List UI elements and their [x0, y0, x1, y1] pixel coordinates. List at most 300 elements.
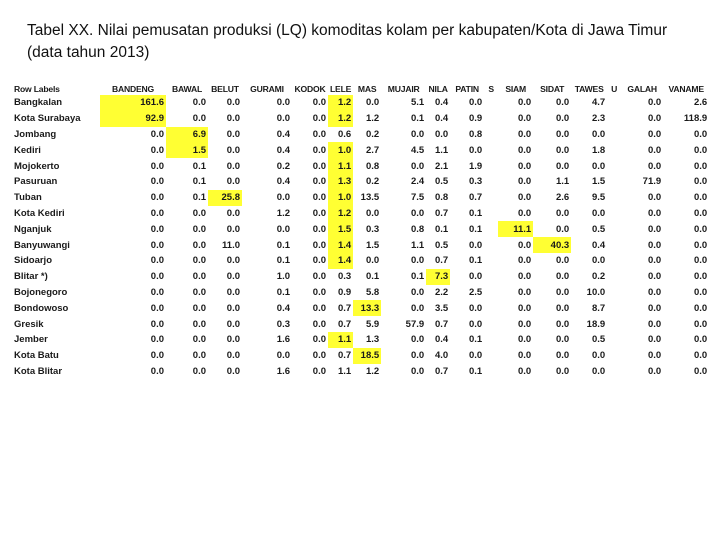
table-row [12, 285, 709, 301]
table-cell: 5.9 [365, 318, 380, 330]
table-cell: 0.0 [312, 97, 326, 109]
table-cell: 0.0 [226, 334, 240, 346]
table-cell: 0.0 [312, 334, 326, 346]
table-cell: 0.0 [591, 207, 606, 219]
table-cell: 0.0 [312, 223, 326, 235]
table-cell: 71.9 [642, 176, 662, 188]
row-label: Kota Batu [14, 350, 59, 362]
table-cell: 0.0 [517, 144, 532, 156]
table-row [12, 221, 709, 237]
table-cell: 0.2 [365, 176, 380, 188]
row-label: Bangkalan [14, 97, 63, 109]
table-cell: 0.1 [468, 207, 483, 219]
table-cell: 0.0 [693, 318, 708, 330]
table-cell: 2.4 [410, 176, 425, 188]
table-cell [484, 127, 498, 143]
table-cell: 0.0 [693, 350, 708, 362]
table-cell: 0.5 [591, 223, 606, 235]
table-cell: 0.1 [468, 334, 483, 346]
table-cell: 0.0 [555, 271, 570, 283]
table-cell: 0.0 [647, 350, 662, 362]
table-cell: 0.0 [312, 128, 326, 140]
table-cell: 0.4 [276, 144, 290, 156]
table-cell [607, 190, 621, 206]
row-label: Bojonegoro [14, 286, 68, 298]
table-cell: 0.0 [555, 318, 570, 330]
table-cell: 1.6 [276, 334, 290, 346]
table-cell: 0.0 [312, 271, 326, 283]
table-cell [607, 348, 621, 364]
table-cell: 0.0 [591, 350, 606, 362]
table-cell: 0.1 [276, 239, 290, 251]
table-cell: 0.0 [468, 239, 483, 251]
table-cell: 18.9 [586, 318, 606, 330]
table-cell: 7.3 [426, 269, 450, 285]
table-cell [484, 158, 498, 174]
table-cell: 0.0 [693, 239, 708, 251]
table-cell [607, 158, 621, 174]
table-cell: 0.2 [591, 271, 606, 283]
table-cell: 0.0 [517, 318, 532, 330]
table-cell: 0.7 [337, 350, 352, 362]
table-cell: 0.0 [192, 318, 206, 330]
table-cell: 0.0 [555, 97, 570, 109]
table-cell: 0.0 [693, 271, 708, 283]
table-cell: 0.0 [517, 334, 532, 346]
table-cell: 0.0 [517, 365, 532, 377]
table-cell: 0.0 [312, 144, 326, 156]
table-cell: 0.0 [150, 318, 164, 330]
table-row [12, 111, 709, 127]
table-cell: 0.0 [517, 255, 532, 267]
table-cell: 0.7 [434, 207, 449, 219]
title-line-2: (data tahun 2013) [27, 44, 150, 61]
table-cell [484, 190, 498, 206]
column-header: BANDENG [111, 83, 155, 94]
table-row [12, 269, 709, 285]
table-cell: 0.0 [410, 350, 425, 362]
table-cell: 0.3 [337, 271, 352, 283]
table-cell: 0.0 [276, 350, 290, 362]
table-cell: 0.0 [226, 207, 240, 219]
table-cell: 0.0 [226, 160, 240, 172]
table-cell: 0.0 [517, 286, 532, 298]
column-header: GALAH [627, 83, 657, 94]
table-cell: 0.5 [434, 239, 449, 251]
table-cell: 0.0 [226, 144, 240, 156]
table-cell: 161.6 [100, 95, 166, 111]
table-cell [484, 95, 498, 111]
table-cell: 0.0 [555, 255, 570, 267]
table-cell: 0.0 [192, 97, 206, 109]
table-cell: 0.7 [468, 192, 483, 204]
table-cell: 0.1 [192, 176, 206, 188]
table-cell: 0.0 [555, 207, 570, 219]
table-cell: 0.0 [517, 97, 532, 109]
table-cell: 0.0 [591, 128, 606, 140]
table-cell: 0.0 [226, 128, 240, 140]
table-cell: 0.0 [150, 144, 164, 156]
table-cell: 0.0 [647, 286, 662, 298]
table-row [12, 142, 709, 158]
table-cell [484, 364, 498, 380]
table-cell: 0.0 [555, 302, 570, 314]
table-cell: 0.0 [410, 334, 425, 346]
column-header: BELUT [211, 83, 239, 94]
table-cell: 0.0 [192, 255, 206, 267]
table-cell: 0.8 [468, 128, 483, 140]
table-cell: 0.4 [276, 302, 290, 314]
table-cell: 0.0 [647, 318, 662, 330]
table-cell: 0.0 [410, 302, 425, 314]
table-cell: 0.0 [150, 255, 164, 267]
table-cell: 0.0 [150, 223, 164, 235]
table-cell: 0.0 [647, 207, 662, 219]
table-cell: 0.1 [192, 160, 206, 172]
table-cell: 0.0 [276, 113, 290, 125]
table-cell: 2.6 [555, 192, 570, 204]
table-row [12, 206, 709, 222]
table-cell [607, 285, 621, 301]
table-cell: 0.0 [647, 97, 662, 109]
table-cell: 0.0 [555, 223, 570, 235]
table-cell: 0.0 [312, 302, 326, 314]
table-cell: 0.1 [468, 255, 483, 267]
table-cell: 0.0 [647, 271, 662, 283]
table-cell [484, 111, 498, 127]
table-cell: 1.4 [328, 237, 353, 253]
table-cell: 0.0 [693, 128, 708, 140]
table-cell: 0.0 [192, 302, 206, 314]
column-header: MAS [357, 83, 377, 94]
table-cell: 1.1 [434, 144, 449, 156]
table-cell: 0.0 [410, 365, 425, 377]
table-cell: 0.0 [150, 334, 164, 346]
table-cell [607, 95, 621, 111]
table-cell: 1.2 [276, 207, 290, 219]
table-cell [607, 111, 621, 127]
table-cell: 0.0 [517, 192, 532, 204]
table-cell: 0.0 [647, 239, 662, 251]
table-cell: 1.0 [328, 190, 353, 206]
table-cell: 1.8 [591, 144, 606, 156]
table-cell: 0.0 [192, 207, 206, 219]
table-cell: 0.0 [647, 160, 662, 172]
table-cell: 0.7 [434, 365, 449, 377]
table-cell: 4.5 [410, 144, 425, 156]
row-label: Jember [14, 334, 48, 346]
table-cell: 0.0 [365, 255, 380, 267]
row-label: Nganjuk [14, 223, 52, 235]
table-cell [607, 221, 621, 237]
table-cell: 0.1 [410, 113, 425, 125]
table-cell: 0.4 [591, 239, 606, 251]
table-cell: 0.0 [150, 160, 164, 172]
table-cell: 13.3 [353, 300, 381, 316]
table-cell: 1.2 [328, 95, 353, 111]
table-cell [484, 285, 498, 301]
table-cell: 1.9 [468, 160, 483, 172]
table-cell: 0.0 [693, 255, 708, 267]
table-cell: 0.8 [434, 192, 449, 204]
table-cell [484, 142, 498, 158]
table-cell: 5.8 [365, 286, 380, 298]
table-cell: 0.0 [312, 255, 326, 267]
column-header: U [611, 83, 618, 94]
table-row [12, 190, 709, 206]
table-cell: 0.0 [693, 192, 708, 204]
column-header: NILA [428, 83, 448, 94]
table-cell: 0.0 [192, 271, 206, 283]
table-cell [607, 316, 621, 332]
table-cell: 0.1 [365, 271, 380, 283]
row-label: Kota Blitar [14, 365, 63, 377]
table-cell: 1.3 [328, 174, 353, 190]
table-row [12, 332, 709, 348]
table-cell: 1.2 [365, 365, 380, 377]
table-cell: 0.0 [226, 176, 240, 188]
table-cell: 6.9 [166, 127, 208, 143]
table-cell: 0.0 [693, 302, 708, 314]
table-cell: 0.0 [312, 176, 326, 188]
row-label: Blitar *) [14, 271, 48, 283]
document-title [27, 20, 717, 64]
table-cell [484, 269, 498, 285]
table-cell: 92.9 [100, 111, 166, 127]
table-row [12, 253, 709, 269]
table-cell: 2.7 [365, 144, 380, 156]
table-cell: 0.0 [226, 365, 240, 377]
table-row [12, 300, 709, 316]
table-cell [484, 206, 498, 222]
table-cell: 0.0 [555, 144, 570, 156]
column-header: S [488, 83, 494, 94]
table-cell [607, 142, 621, 158]
table-cell: 0.0 [591, 160, 606, 172]
table-cell: 0.0 [517, 239, 532, 251]
table-cell [484, 237, 498, 253]
table-cell: 0.8 [410, 223, 425, 235]
table-cell: 1.1 [337, 365, 352, 377]
table-cell: 0.0 [647, 223, 662, 235]
table-cell: 2.6 [693, 97, 708, 109]
table-cell: 0.0 [410, 128, 425, 140]
table-cell: 0.0 [226, 286, 240, 298]
table-cell: 0.9 [468, 113, 483, 125]
table-cell: 0.0 [693, 365, 708, 377]
table-cell: 0.0 [365, 97, 380, 109]
table-cell: 0.0 [226, 113, 240, 125]
table-cell: 0.0 [517, 113, 532, 125]
table-cell: 0.0 [647, 144, 662, 156]
table-cell: 0.0 [517, 176, 532, 188]
table-cell [607, 332, 621, 348]
table-cell: 0.2 [276, 160, 290, 172]
table-cell: 4.0 [434, 350, 449, 362]
table-row [12, 127, 709, 143]
table-cell: 0.0 [410, 207, 425, 219]
table-cell [607, 253, 621, 269]
column-header: Row Labels [14, 83, 60, 94]
table-cell: 0.3 [468, 176, 483, 188]
table-cell: 0.0 [647, 302, 662, 314]
column-header: GURAMI [250, 83, 284, 94]
table-row [12, 348, 709, 364]
table-cell: 13.5 [360, 192, 380, 204]
table-cell: 0.0 [647, 255, 662, 267]
table-cell: 0.0 [312, 239, 326, 251]
table-cell [484, 348, 498, 364]
table-row [12, 316, 709, 332]
row-label: Sidoarjo [14, 255, 53, 267]
table-cell: 0.0 [150, 302, 164, 314]
table-cell: 0.0 [192, 223, 206, 235]
table-cell: 7.5 [410, 192, 425, 204]
table-cell: 0.4 [276, 176, 290, 188]
table-cell: 10.0 [586, 286, 606, 298]
table-cell: 0.0 [517, 350, 532, 362]
row-label: Banyuwangi [14, 239, 70, 251]
table-cell: 0.0 [312, 207, 326, 219]
table-cell: 0.5 [591, 334, 606, 346]
table-cell [484, 253, 498, 269]
table-cell: 0.1 [434, 223, 449, 235]
row-label: Bondowoso [14, 302, 69, 314]
table-cell: 0.0 [150, 271, 164, 283]
table-cell [607, 300, 621, 316]
table-cell: 0.0 [192, 365, 206, 377]
table-cell: 0.0 [192, 334, 206, 346]
table-cell: 0.0 [647, 365, 662, 377]
table-cell: 0.0 [693, 286, 708, 298]
table-cell: 0.0 [312, 113, 326, 125]
table-cell [607, 127, 621, 143]
table-cell: 0.0 [468, 318, 483, 330]
table-cell: 0.0 [468, 302, 483, 314]
table-cell: 0.0 [150, 192, 164, 204]
table-cell: 0.0 [150, 350, 164, 362]
table-cell: 0.8 [365, 160, 380, 172]
table-cell: 0.0 [312, 318, 326, 330]
table-cell: 0.0 [468, 271, 483, 283]
table-cell: 0.0 [517, 302, 532, 314]
table-cell: 1.1 [410, 239, 425, 251]
table-cell: 0.0 [192, 350, 206, 362]
table-cell: 0.0 [555, 160, 570, 172]
table-cell: 0.1 [276, 255, 290, 267]
table-cell: 0.4 [276, 128, 290, 140]
table-cell: 0.6 [337, 128, 352, 140]
table-cell: 1.2 [328, 206, 353, 222]
table-cell [607, 174, 621, 190]
table-cell: 0.0 [555, 113, 570, 125]
table-cell: 0.0 [312, 350, 326, 362]
table-cell [484, 221, 498, 237]
column-header: MUJAIR [387, 83, 420, 94]
column-header: PATIN [455, 83, 479, 94]
table-cell: 0.0 [276, 192, 290, 204]
table-cell [607, 237, 621, 253]
table-cell: 2.2 [434, 286, 449, 298]
table-cell: 118.9 [683, 113, 708, 125]
table-cell: 2.3 [591, 113, 606, 125]
table-cell: 0.0 [410, 286, 425, 298]
table-cell: 0.0 [555, 365, 570, 377]
table-cell: 1.0 [276, 271, 290, 283]
table-cell [484, 300, 498, 316]
table-cell: 0.1 [468, 223, 483, 235]
header-row [12, 82, 709, 95]
table-cell: 0.0 [226, 350, 240, 362]
table-cell: 1.1 [555, 176, 570, 188]
table-cell: 0.0 [312, 192, 326, 204]
table-cell: 0.1 [468, 365, 483, 377]
table-cell: 0.0 [150, 207, 164, 219]
table-cell: 0.4 [434, 97, 449, 109]
row-label: Pasuruan [14, 176, 58, 188]
table-cell: 0.0 [226, 302, 240, 314]
table-cell: 0.0 [226, 318, 240, 330]
table-cell: 5.1 [410, 97, 425, 109]
table-cell: 1.3 [365, 334, 380, 346]
column-header: KODOK [294, 83, 326, 94]
table-cell: 25.8 [208, 190, 242, 206]
row-label: Tuban [14, 192, 42, 204]
table-cell: 0.2 [365, 128, 380, 140]
table-cell: 0.0 [150, 176, 164, 188]
table-cell: 0.9 [337, 286, 352, 298]
table-cell: 8.7 [591, 302, 606, 314]
table-cell: 0.4 [434, 113, 449, 125]
table-cell: 0.0 [693, 144, 708, 156]
table-row [12, 364, 709, 380]
table-cell: 1.2 [328, 111, 353, 127]
table-cell: 18.5 [353, 348, 381, 364]
column-header: SIAM [505, 83, 527, 94]
table-cell: 0.1 [410, 271, 425, 283]
table-cell: 0.0 [276, 223, 290, 235]
row-label: Kota Surabaya [14, 113, 81, 125]
table-cell: 0.0 [410, 160, 425, 172]
table-cell: 0.5 [434, 176, 449, 188]
table-cell: 1.5 [365, 239, 380, 251]
table-cell: 0.0 [192, 239, 206, 251]
table-cell: 0.0 [434, 128, 449, 140]
row-label: Kota Kediri [14, 207, 65, 219]
table-cell: 0.0 [555, 350, 570, 362]
table-cell: 0.0 [150, 239, 164, 251]
table-cell: 0.0 [192, 286, 206, 298]
table-cell: 0.0 [312, 365, 326, 377]
table-row [12, 95, 709, 111]
row-label: Gresik [14, 318, 44, 330]
table-cell: 0.0 [226, 255, 240, 267]
table-cell: 1.1 [328, 158, 353, 174]
table-cell: 0.0 [192, 113, 206, 125]
table-cell: 57.9 [405, 318, 425, 330]
table-cell: 0.0 [312, 286, 326, 298]
table-cell: 1.4 [328, 253, 353, 269]
column-header: VANAME [668, 83, 704, 94]
table-cell: 0.0 [555, 286, 570, 298]
table-cell: 0.0 [226, 271, 240, 283]
column-header: SIDAT [540, 83, 565, 94]
table-cell: 0.0 [517, 271, 532, 283]
table-cell [607, 364, 621, 380]
table-cell: 2.5 [468, 286, 483, 298]
row-label: Jombang [14, 128, 57, 140]
column-header: BAWAL [171, 83, 203, 94]
